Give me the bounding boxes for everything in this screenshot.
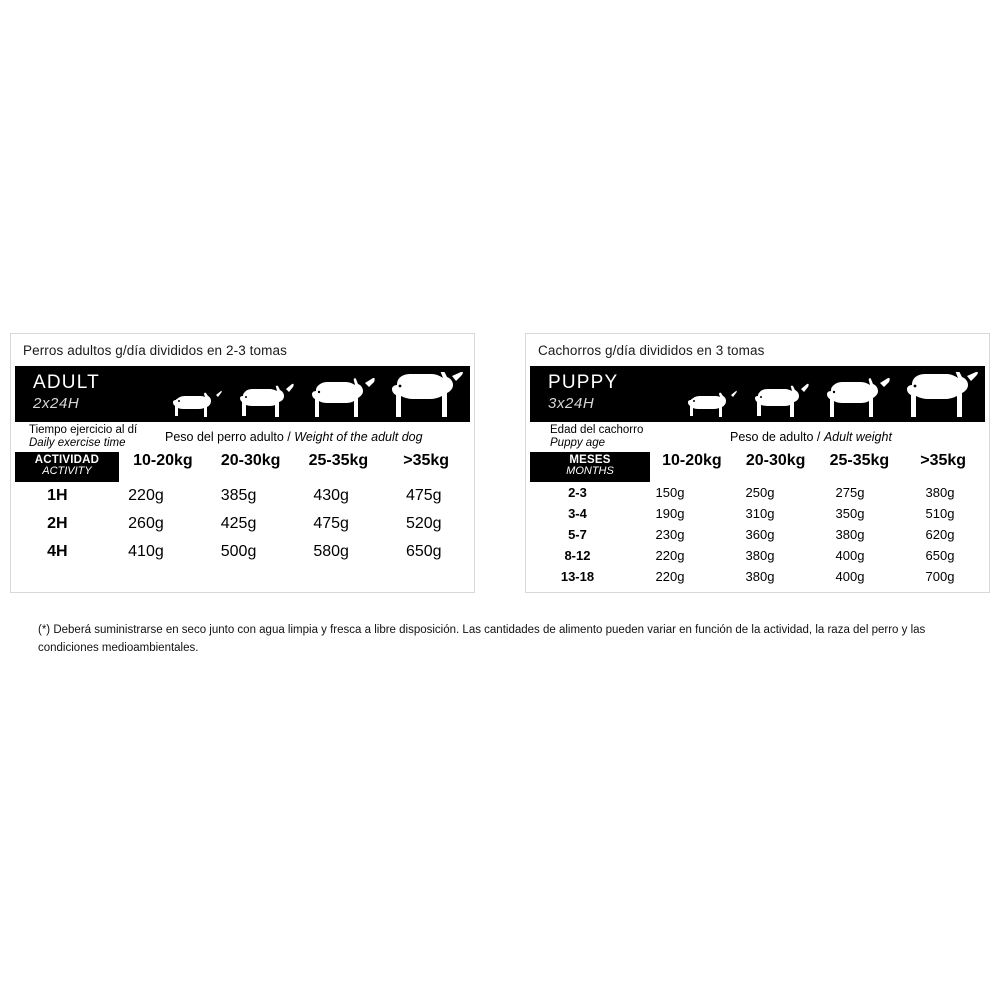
adult-col-3: 25-35kg [308, 452, 369, 469]
puppy-weight-label-es: Peso de adulto / [730, 430, 824, 444]
adult-cell-1-2: 385g [220, 487, 257, 504]
adult-band-title: ADULT [33, 372, 100, 393]
puppy-weight-columns [650, 452, 985, 482]
adult-panel [10, 333, 475, 593]
adult-weight-label [165, 430, 423, 444]
puppy-cell-2-2: 310g [745, 506, 775, 521]
adult-row-label-2: 2H [47, 515, 68, 532]
panels-container [10, 333, 990, 593]
table-row [530, 545, 985, 566]
adult-exercise-time-label [29, 424, 137, 450]
puppy-cell-2-4: 510g [925, 506, 955, 521]
adult-cell-2-1: 260g [128, 515, 164, 532]
puppy-cell-5-3: 400g [835, 569, 865, 584]
dog-medium-icon [749, 382, 811, 420]
dog-xlarge-icon [901, 372, 979, 420]
adult-cell-2-2: 425g [220, 515, 257, 532]
adult-cell-1-1: 220g [128, 487, 164, 504]
adult-header-band [15, 366, 470, 422]
adult-activity-header [15, 452, 119, 482]
adult-cell-2-4: 520g [405, 515, 442, 532]
puppy-cell-2-1: 190g [655, 506, 685, 521]
puppy-row-label-3: 5-7 [568, 527, 587, 542]
adult-band-subtitle: 2x24H [33, 395, 80, 412]
puppy-cell-2-3: 350g [835, 506, 865, 521]
puppy-cell-3-4: 620g [925, 527, 955, 542]
puppy-cell-1-4: 380g [925, 485, 955, 500]
puppy-weight-label-en: Adult weight [823, 430, 892, 444]
adult-cell-3-1: 410g [128, 543, 164, 560]
footnote: (*) Deberá suministrarse en seco junto con agua limpia y fresca a libre disposición. Las cantidades de alimento pueden variar en función de la actividad, la raza del perro y las condiciones medioambientales. [38, 624, 926, 654]
adult-cell-3-4: 650g [405, 543, 442, 560]
adult-activity-header-en: ACTIVITY [42, 465, 92, 478]
puppy-cell-5-2: 380g [745, 569, 775, 584]
adult-exercise-time-en: Daily exercise time [29, 436, 126, 449]
adult-weight-label-en: Weight of the adult dog [294, 430, 423, 444]
adult-subheader [15, 422, 470, 452]
dog-large-icon [306, 378, 376, 420]
dog-medium-icon [234, 382, 296, 420]
puppy-cell-1-1: 150g [655, 485, 685, 500]
puppy-cell-5-1: 220g [655, 569, 685, 584]
dog-silhouettes [168, 370, 464, 420]
puppy-cell-4-2: 380g [745, 548, 775, 563]
table-row [530, 566, 985, 587]
adult-row-label-1: 1H [47, 487, 68, 504]
adult-col-2: 20-30kg [220, 452, 281, 469]
puppy-band-subtitle: 3x24H [548, 395, 595, 412]
adult-cell-3-2: 500g [220, 543, 257, 560]
puppy-cell-3-1: 230g [655, 527, 685, 542]
puppy-row-label-2: 3-4 [568, 506, 587, 521]
puppy-col-2: 20-30kg [745, 452, 806, 469]
adult-activity-header-es: ACTIVIDAD [34, 454, 100, 466]
puppy-age-label [550, 424, 643, 450]
table-row [530, 524, 985, 545]
puppy-panel [525, 333, 990, 593]
adult-cell-2-3: 475g [313, 515, 349, 532]
adult-exercise-time-es: Tiempo ejercicio al dí [29, 424, 138, 436]
puppy-column-header-row [530, 452, 985, 482]
adult-col-1: 10-20kg [133, 452, 193, 469]
puppy-months-header-en: MONTHS [566, 465, 614, 478]
adult-weight-label-es: Peso del perro adulto / [165, 430, 295, 444]
dog-small-icon [683, 386, 739, 420]
adult-weight-columns [119, 452, 470, 482]
puppy-cell-4-3: 400g [835, 548, 865, 563]
puppy-band-title: PUPPY [548, 372, 619, 393]
puppy-weight-label [730, 430, 892, 444]
puppy-col-3: 25-35kg [829, 452, 890, 469]
puppy-cell-3-2: 360g [745, 527, 775, 542]
adult-cell-3-3: 580g [313, 543, 349, 560]
dog-silhouettes [683, 370, 979, 420]
puppy-cell-3-3: 380g [835, 527, 865, 542]
dog-small-icon [168, 386, 224, 420]
puppy-row-label-1: 2-3 [568, 485, 587, 500]
puppy-cell-1-3: 275g [835, 485, 865, 500]
adult-column-header-row [15, 452, 470, 482]
table-row [530, 503, 985, 524]
adult-cell-1-3: 430g [313, 487, 349, 504]
puppy-col-4: >35kg [920, 452, 967, 469]
puppy-col-1: 10-20kg [662, 452, 722, 469]
puppy-header-band [530, 366, 985, 422]
puppy-cell-4-4: 650g [925, 548, 955, 563]
puppy-cell-1-2: 250g [745, 485, 775, 500]
table-row [15, 510, 470, 538]
dog-large-icon [821, 378, 891, 420]
puppy-age-label-en: Puppy age [550, 436, 605, 449]
table-row [530, 482, 985, 503]
puppy-row-label-4: 8-12 [564, 548, 591, 563]
puppy-cell-4-1: 220g [655, 548, 685, 563]
puppy-caption: Cachorros g/día divididos en 3 tomas [538, 343, 765, 358]
table-row [15, 538, 470, 566]
adult-col-4: >35kg [403, 452, 450, 469]
puppy-subheader [530, 422, 985, 452]
dog-xlarge-icon [386, 372, 464, 420]
puppy-months-header-es: MESES [569, 454, 611, 466]
puppy-age-label-es: Edad del cachorro [550, 424, 644, 436]
adult-row-label-3: 4H [47, 543, 68, 560]
adult-cell-1-4: 475g [405, 487, 442, 504]
table-row [15, 482, 470, 510]
puppy-cell-5-4: 700g [925, 569, 955, 584]
adult-caption: Perros adultos g/día divididos en 2-3 tomas [23, 343, 287, 358]
puppy-row-label-5: 13-18 [560, 569, 595, 584]
puppy-months-header [530, 452, 650, 482]
